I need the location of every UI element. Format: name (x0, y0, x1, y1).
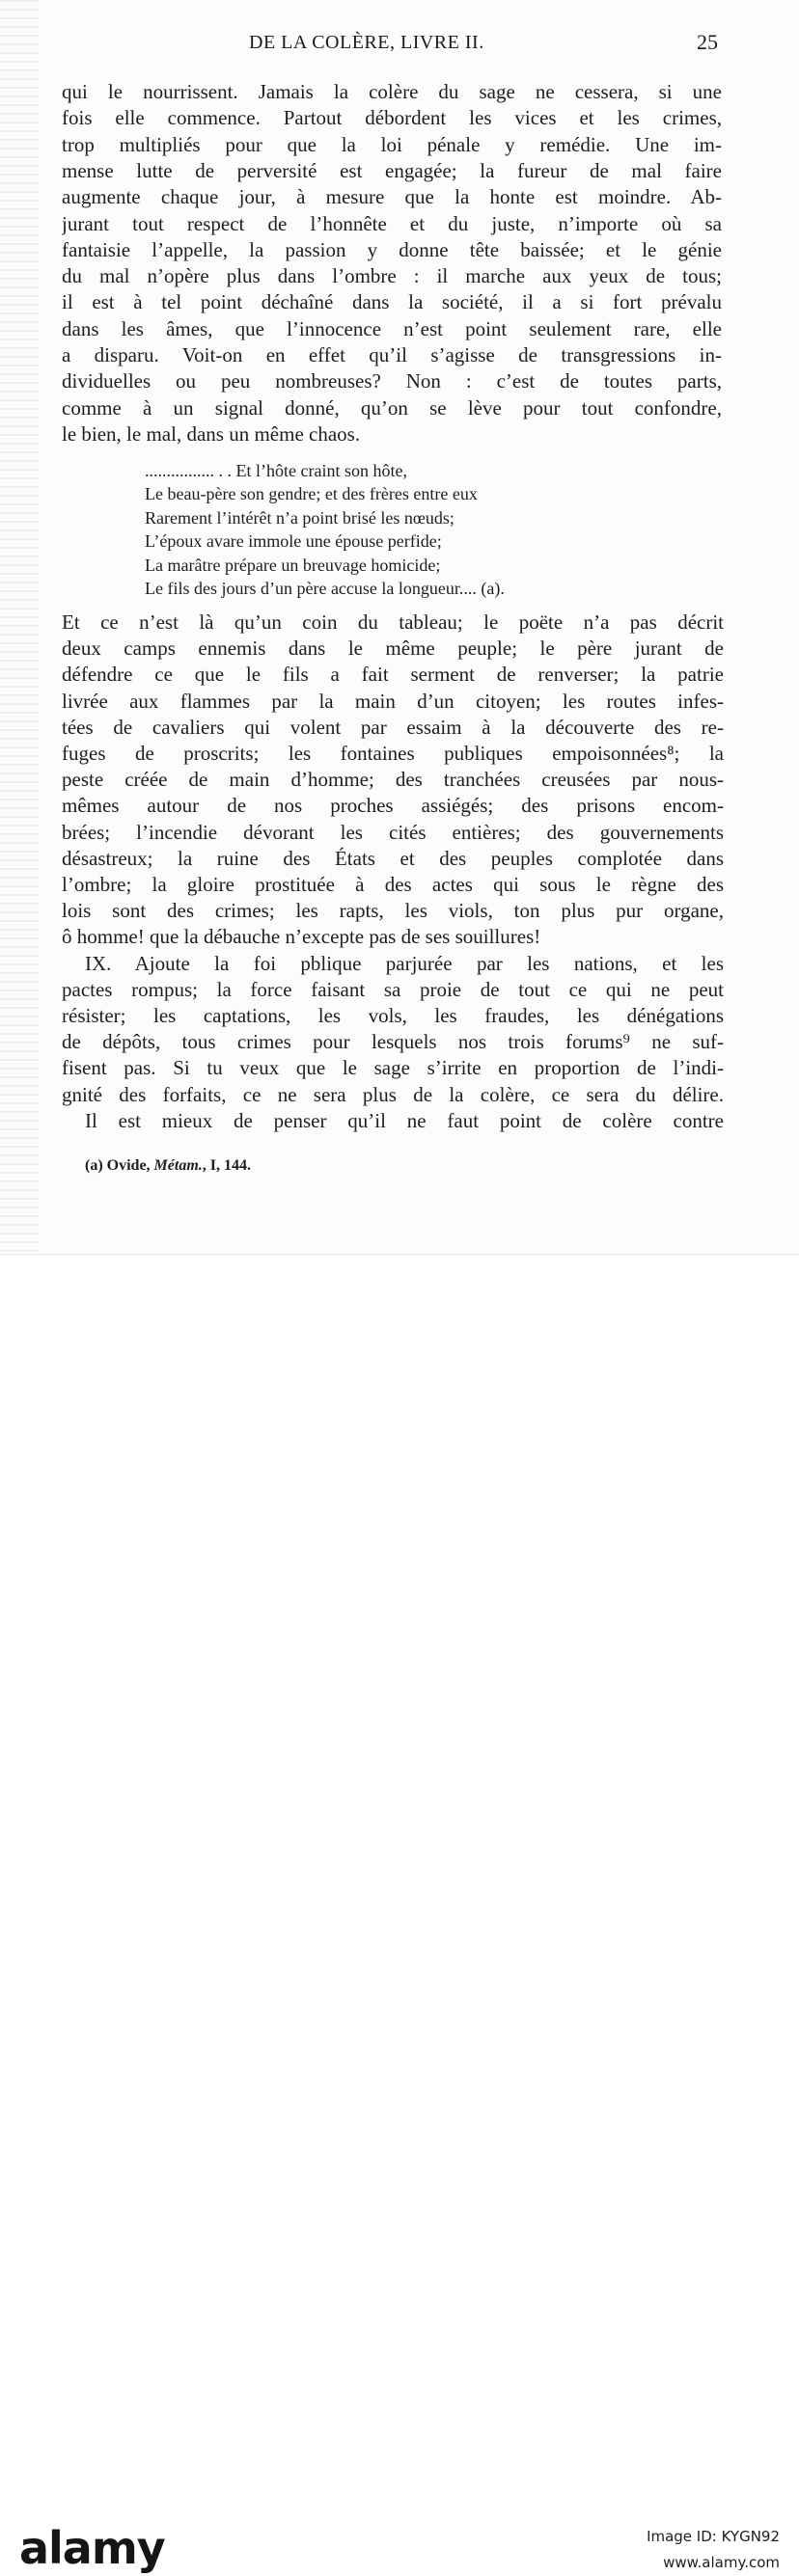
text-line: dans les âmes, que l’innocence n’est point seulement rare, elle (62, 316, 722, 340)
text-line: deux camps ennemis dans le même peuple; le père jurant de (62, 637, 724, 661)
text-line: brées; l’incendie dévorant les cités entières; des gouvernements (62, 820, 724, 844)
text-line: augmente chaque jour, à mesure que la honte est moindre. Ab- (62, 185, 722, 209)
image-id: Image ID: KYGN92 (647, 2528, 780, 2545)
footnote-reference: , I, 144. (202, 1157, 251, 1174)
text-line: défendre ce que le fils a fait serment de renverser; la patrie (62, 663, 724, 687)
alamy-logo: alamy (19, 2522, 165, 2574)
page-number: 25 (697, 30, 718, 54)
text-line: comme à un signal donné, qu’on se lève pour tout confondre, (62, 395, 722, 420)
text-line: a disparu. Voit-on en effet qu’il s’agisse de transgressions in- (62, 343, 722, 366)
footnote-work: Métam. (153, 1157, 203, 1174)
text-line: lois sont des crimes; les rapts, les viols, ton plus pur organe, (62, 899, 724, 923)
text-line: le bien, le mal, dans un même chaos. (62, 421, 361, 446)
page-edge-shadow (0, 0, 39, 1254)
text-line: qui le nourrissent. Jamais la colère du sage ne cessera, si une (62, 80, 722, 103)
image-id-block (647, 2524, 780, 2576)
verse-line: Le fils des jours d’un père accuse la longueur.... (a). (145, 579, 505, 598)
scanned-page (0, 0, 799, 1254)
text-line: fantaisie l’appelle, la passion y donne tête baissée; et le génie (62, 237, 722, 261)
text-line: ô homme! que la débauche n’excepte pas de ses souillures! (62, 925, 541, 949)
text-line: du mal n’opère plus dans l’ombre : il marche aux yeux de tous; (62, 264, 722, 288)
text-line: peste créée de main d’homme; des tranchées creusées par nous- (62, 768, 724, 792)
text-line: désastreux; la ruine des États et des peuples complotée dans (62, 846, 724, 870)
footnote-author: Ovide, (106, 1157, 151, 1174)
text-line: IX. Ajoute la foi pblique parjurée par les nations, et les (85, 951, 724, 975)
footnote-marker: (a) (85, 1157, 103, 1174)
text-line: Et ce n’est là qu’un coin du tableau; le poëte n’a pas décrit (62, 610, 724, 634)
text-line: pactes rompus; la force faisant sa proie de tout ce qui ne peut (62, 977, 724, 1001)
text-line: fisent pas. Si tu veux que le sage s’irrite en proportion de l’indi- (62, 1056, 724, 1080)
watermark-url: www.alamy.com (663, 2554, 780, 2571)
verse-line: Le beau-père son gendre; et des frères entre eux (145, 484, 478, 504)
text-line: Il est mieux de penser qu’il ne faut point de colère contre (85, 1108, 724, 1132)
verse-line: Rarement l’intérêt n’a point brisé les nœuds; (145, 507, 455, 528)
running-head: DE LA COLÈRE, LIVRE II. (249, 32, 484, 53)
text-line: trop multipliés pour que la loi pénale y remédie. Une im- (62, 132, 722, 156)
text-line: mêmes autour de nos proches assiégés; des prisons encom- (62, 794, 724, 818)
text-line: de dépôts, tous crimes pour lesquels nos trois forums⁹ ne suf- (62, 1030, 724, 1054)
text-line: résister; les captations, les vols, les fraudes, les dénégations (62, 1004, 724, 1027)
verse-line: La marâtre prépare un breuvage homicide; (145, 555, 441, 575)
text-line: jurant tout respect de l’honnête et du juste, n’importe où sa (62, 211, 722, 235)
verse-line: ................ . . Et l’hôte craint son hôte, (145, 461, 407, 480)
verse-line: L’époux avare immole une épouse perfide; (145, 531, 442, 552)
text-line: tées de cavaliers qui volent par essaim à la découverte des re- (62, 715, 724, 739)
text-line: l’ombre; la gloire prostituée à des actes qui sous le règne des (62, 873, 724, 896)
text-line: mense lutte de perversité est engagée; la fureur de mal faire (62, 158, 722, 182)
footnote (85, 1157, 251, 1175)
stock-watermark-banner (0, 1254, 799, 2574)
text-line: gnité des forfaits, ce ne sera plus de la colère, ce sera du délire. (62, 1082, 724, 1106)
text-line: fois elle commence. Partout débordent les vices et les crimes, (62, 106, 722, 130)
text-line: dividuelles ou peu nombreuses? Non : c’est de toutes parts, (62, 369, 722, 393)
text-line: fuges de proscrits; les fontaines publiques empoisonnées⁸; la (62, 742, 724, 765)
text-line: il est à tel point déchaîné dans la société, il a si fort prévalu (62, 290, 722, 314)
text-line: livrée aux flammes par la main d’un citoyen; les routes infes- (62, 689, 724, 713)
